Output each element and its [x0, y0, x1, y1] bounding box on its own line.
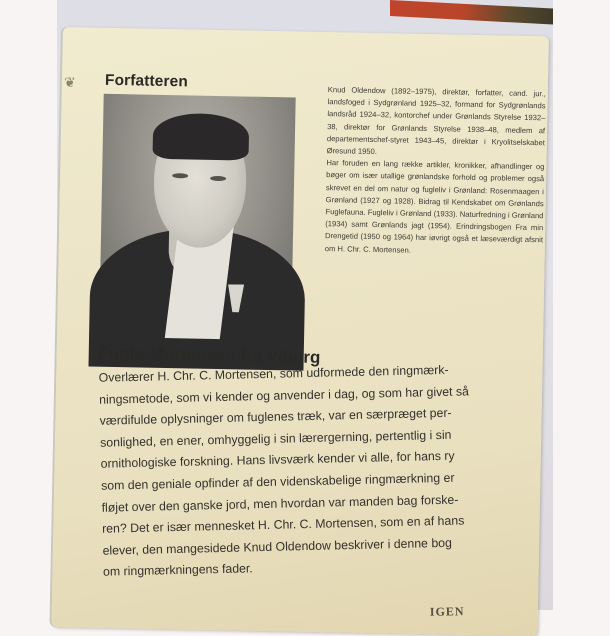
author-bio — [325, 84, 546, 259]
blurb-line: værdifulde oplysninger om fuglenes træk, var en særpræget per- — [99, 405, 452, 428]
publisher-logo: IGEN — [429, 604, 465, 619]
bio-paragraph: Knud Oldendow (1892–1975), direktør, forfatter, cand. jur., landsfoged i Sydgrønland 1925–32, formand for Sydgrønlands landsråd 1924–32, kontorchef under Grønlands Styrelse 1932–38, direktør for Grønlands Styrelse 1938–48, medlem af departementschef-styret 1943–45, direktør i Kryolitselskabet Øresund 1950. — [326, 85, 546, 157]
ornament-stamp-icon: ❦ — [63, 74, 76, 91]
blurb-line: elever, den mangesidede Knud Oldendow beskriver i denne bog — [102, 535, 453, 558]
book-back-cover — [51, 27, 548, 636]
blurb-line: ren? Det er især mennesket H. Chr. C. Mortensen, som en af hans — [101, 513, 465, 536]
blurb-line: Overlærer H. Chr. C. Mortensen, som udformede den ringmærk- — [98, 362, 449, 385]
blurb-line: sonlighed, en ener, omhyggelig i sin lærergerning, pertentlig i sin — [100, 427, 452, 450]
author-portrait — [99, 94, 295, 331]
blurb-line: som den geniale opfinder af den videnskabelige ringmærkning er — [100, 470, 455, 493]
book-blurb — [98, 358, 539, 584]
blurb-line: ningsmetode, som vi kender og anvender i dag, og som har givet så — [99, 383, 470, 407]
book-headline: Fugle-Mortensen fra Viborg — [98, 343, 321, 367]
bio-paragraph: Har foruden en lang række artikler, kronikker, afhandlinger og bøger om især utallige grønlandske forhold og problemer også skrevet en del om natur og fugleliv i Grønland: Rosenmaagen i Grønland (1927 og 1928). Bidrag til Kendskabet om Grønlands Fuglefauna. Fugleliv i Grønland (1933). Naturfredning i Grønland (1934) samt Grønlands jagt (1954). Erindringsbogen Fra min Drengetid (1950 og 1964) har iøvrigt også et læseværdigt afsnit om H. Chr. C. Mortensen. — [324, 158, 545, 255]
author-section-title: Forfatteren — [104, 71, 189, 91]
blurb-line: ornithologiske forskning. Hans livsværk kender vi alle, for hans ry — [100, 449, 455, 472]
blurb-line: fløjet over den ganske jord, men hvordan var manden bag forske- — [101, 492, 459, 515]
blurb-line: om ringmærkningens fader. — [102, 561, 253, 580]
